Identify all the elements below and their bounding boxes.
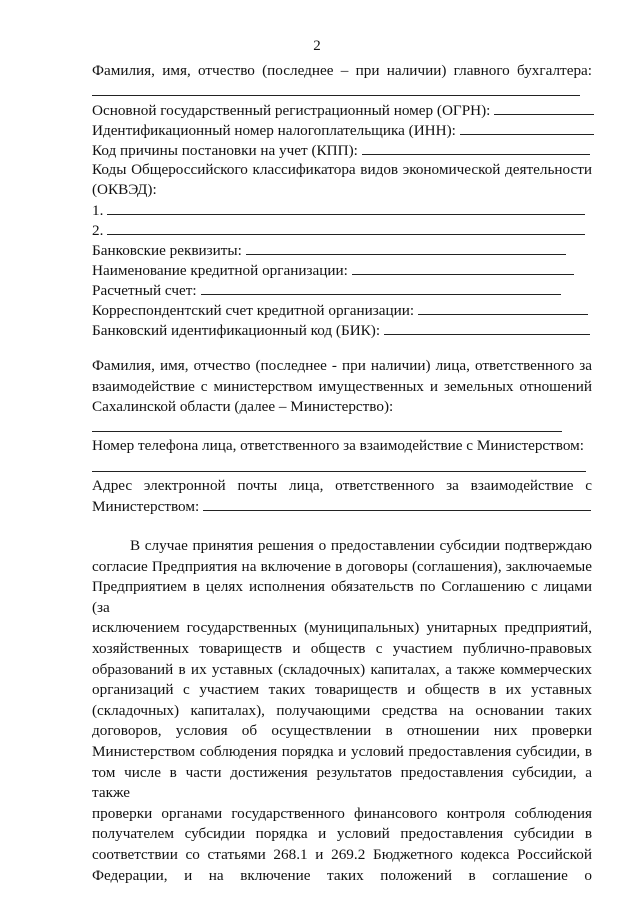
chief-accountant-blank[interactable] — [92, 95, 580, 96]
bank-name-row — [92, 260, 592, 281]
chief-accountant-label: Фамилия, имя, отчество (последнее – при наличии) главного бухгалтера: — [92, 62, 592, 79]
okved-item-2-blank[interactable] — [107, 220, 585, 235]
bik-label: Банковский идентификационный код (БИК): — [92, 322, 381, 339]
responsible-label-line3: Сахалинской области (далее – Министерство): — [92, 398, 394, 415]
okved-item-1-row — [92, 200, 592, 221]
consent-line: исключением государственных (муниципальных) унитарных предприятий, — [92, 619, 592, 637]
phone-blank[interactable] — [92, 471, 586, 472]
okved-label-line1: Коды Общероссийского классификатора видов экономической деятельности — [92, 161, 592, 178]
consent-line: договоров, условия об осуществлении в отношении них проверки — [92, 722, 592, 740]
consent-paragraph — [92, 536, 592, 886]
consent-line: соответствии со статьями 268.1 и 269.2 Бюджетного кодекса Российской — [92, 845, 592, 863]
consent-line: Федерации, и на включение таких положений в соглашение о — [92, 866, 592, 884]
corr-account-label: Корреспондентский счет кредитной организации: — [92, 302, 415, 319]
consent-line: том числе в части достижения результатов предоставления субсидии, а также — [92, 763, 592, 802]
inn-blank[interactable] — [460, 120, 594, 135]
phone-label: Номер телефона лица, ответственного за взаимодействие с Министерством: — [92, 437, 585, 454]
email-row — [92, 496, 592, 517]
page-number: 2 — [313, 38, 321, 54]
kpp-blank[interactable] — [362, 140, 590, 155]
okved-label-line2: (ОКВЭД): — [92, 181, 157, 198]
consent-line: Предприятием в целях исполнения обязательств по Соглашению с лицами (за — [92, 578, 592, 616]
email-blank[interactable] — [203, 496, 591, 511]
okved-item-1-blank[interactable] — [107, 200, 585, 215]
email-label-line2: Министерством: — [92, 498, 200, 515]
bik-row — [92, 320, 592, 341]
ogrn-row — [92, 100, 592, 121]
consent-line: Министерством соблюдения порядка и условий предоставления субсидии, в — [92, 742, 592, 760]
responsible-name-blank[interactable] — [92, 431, 562, 432]
consent-line: хозяйственных товариществ и обществ с участием публично-правовых — [92, 639, 592, 657]
consent-line: В случае принятия решения о предоставлении субсидии подтверждаю — [130, 537, 592, 554]
bank-details-label: Банковские реквизиты: — [92, 242, 242, 259]
account-label: Расчетный счет: — [92, 282, 197, 299]
kpp-label: Код причины постановки на учет (КПП): — [92, 142, 358, 159]
responsible-label-line2: взаимодействие с министерством имущественных и земельных отношений — [92, 378, 592, 395]
corr-account-blank[interactable] — [418, 300, 588, 315]
okved-item-1-label: 1. — [92, 202, 104, 219]
okved-item-2-label: 2. — [92, 222, 104, 239]
email-label-line1: Адрес электронной почты лица, ответственного за взаимодействие с — [92, 477, 592, 494]
kpp-row — [92, 140, 592, 161]
bank-details-row — [92, 240, 592, 261]
bank-name-label: Наименование кредитной организации: — [92, 262, 348, 279]
consent-line: проверки органами государственного финансового контроля соблюдения — [92, 804, 592, 822]
corr-account-row — [92, 300, 592, 321]
consent-line: согласие Предприятия на включение в договоры (соглашения), заключаемые — [92, 557, 592, 575]
okved-item-2-row — [92, 220, 592, 241]
responsible-label-line1: Фамилия, имя, отчество (последнее - при наличии) лица, ответственного за — [92, 357, 592, 374]
inn-label: Идентификационный номер налогоплательщика (ИНН): — [92, 122, 456, 139]
ogrn-blank[interactable] — [494, 100, 594, 115]
bik-blank[interactable] — [384, 320, 590, 335]
consent-line: получателем субсидии порядка и условий предоставления субсидии в — [92, 825, 592, 843]
account-blank[interactable] — [201, 280, 561, 295]
inn-row — [92, 120, 592, 141]
ogrn-label: Основной государственный регистрационный номер (ОГРН): — [92, 102, 491, 119]
bank-name-blank[interactable] — [352, 260, 574, 275]
consent-line: образований в их уставных (складочных) капиталах, а также коммерческих — [92, 660, 592, 678]
account-row — [92, 280, 592, 301]
bank-details-blank[interactable] — [246, 240, 566, 255]
consent-line: организаций с участием таких товариществ и обществ в их уставных — [92, 681, 592, 699]
consent-line: (складочных) капиталах), получающими средства на основании таких — [92, 701, 592, 719]
